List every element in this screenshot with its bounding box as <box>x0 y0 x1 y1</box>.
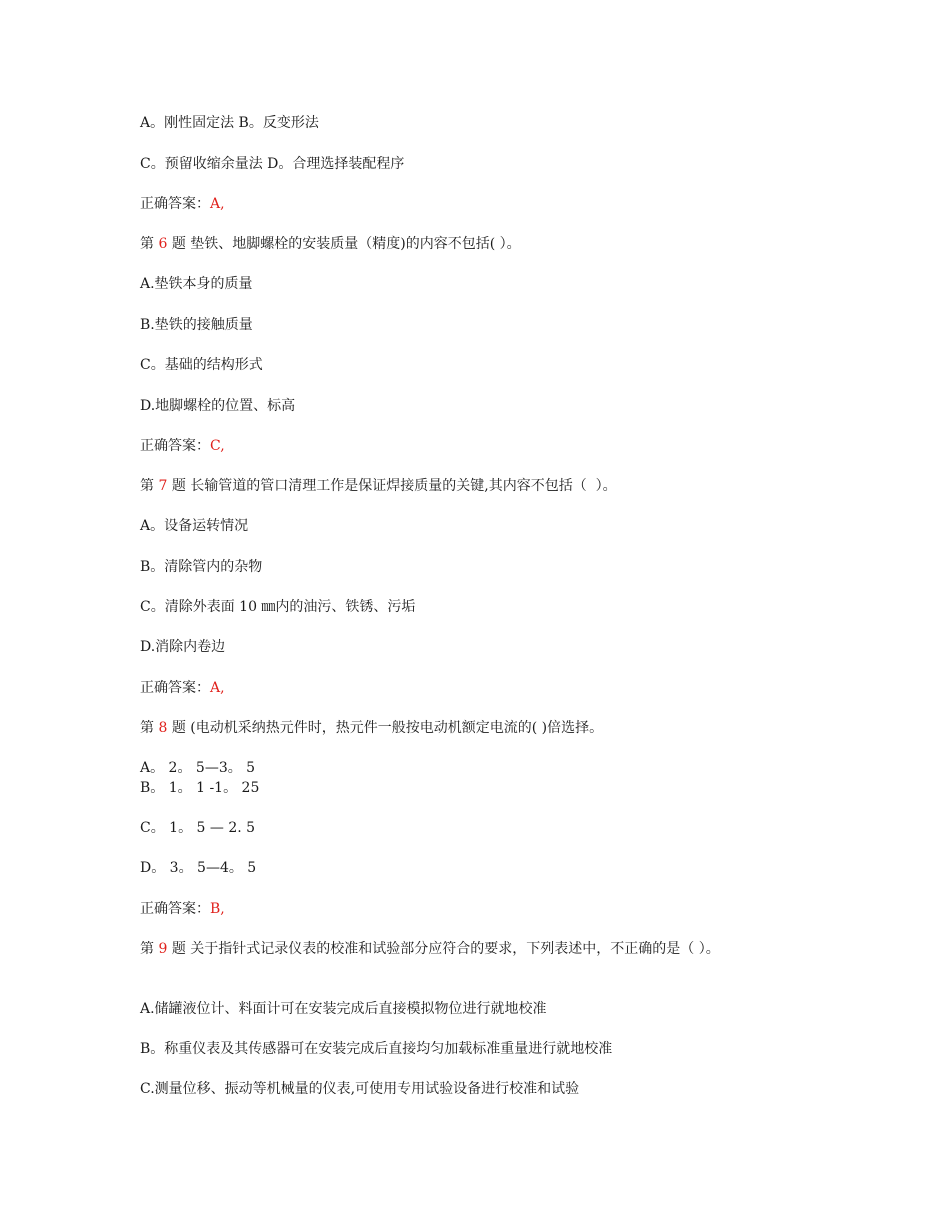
q7-option-d: D.消除内卷边 <box>140 639 226 655</box>
q9-option-b: B。称重仪表及其传感器可在安装完成后直接均匀加载标准重量进行就地校准 <box>140 1041 613 1057</box>
answer-label: 正确答案： <box>140 438 210 454</box>
q7-option-b: B。清除管内的杂物 <box>140 559 263 575</box>
q6-option-b: B.垫铁的接触质量 <box>140 317 253 333</box>
q6-option-c: C。基础的结构形式 <box>140 357 263 373</box>
question-suffix: 题 <box>167 941 191 957</box>
q6-option-a: A.垫铁本身的质量 <box>140 276 253 292</box>
q8-option-c: C。 1。 5 — 2. 5 <box>140 820 256 836</box>
question-stem: 关于指针式记录仪表的校准和试验部分应符合的要求，下列表述中，不正确的是（ ）。 <box>190 941 720 957</box>
question-suffix: 题 <box>167 478 191 494</box>
q8-option-a: A。 2。 5—3。 5 <box>140 760 256 776</box>
answer-label: 正确答案： <box>140 901 210 917</box>
q7-option-a: A。设备运转情况 <box>140 518 249 534</box>
q9-heading <box>140 939 800 959</box>
answer-value: B, <box>210 901 225 917</box>
question-prefix: 第 <box>140 941 159 957</box>
q9-option-c: C.测量位移、振动等机械量的仪表,可使用专用试验设备进行校准和试验 <box>140 1081 580 1097</box>
question-prefix: 第 <box>140 236 159 252</box>
answer-label: 正确答案： <box>140 196 210 212</box>
q8-option-d: D。 3。 5—4。 5 <box>140 860 257 876</box>
question-number: 8 <box>158 720 168 736</box>
question-suffix: 题 <box>167 236 191 252</box>
q7-heading <box>140 476 617 496</box>
question-suffix: 题 <box>167 720 191 736</box>
question-stem: (电动机采纳热元件时，热元件一般按电动机额定电流的( )倍选择。 <box>190 720 604 736</box>
q5-answer <box>140 194 225 214</box>
q9-option-a: A.储罐液位计、料面计可在安装完成后直接模拟物位进行就地校准 <box>140 1001 547 1017</box>
q8-option-b: B。 1。 1 -1。 25 <box>140 780 260 796</box>
q6-heading <box>140 234 521 254</box>
question-prefix: 第 <box>140 720 159 736</box>
answer-value: A, <box>210 680 225 696</box>
q6-answer <box>140 436 225 456</box>
question-stem: 垫铁、地脚螺栓的安装质量（精度)的内容不包括( ）。 <box>190 236 521 252</box>
answer-label: 正确答案： <box>140 680 210 696</box>
q5-option-cd: C。预留收缩余量法 D。合理选择装配程序 <box>140 156 405 172</box>
question-number: 7 <box>158 478 168 494</box>
answer-value: A, <box>210 196 225 212</box>
answer-value: C, <box>210 438 225 454</box>
question-number: 6 <box>158 236 168 252</box>
question-number: 9 <box>158 941 168 957</box>
q7-answer <box>140 678 225 698</box>
question-stem: 长输管道的管口清理工作是保证焊接质量的关键,其内容不包括（ ）。 <box>190 478 617 494</box>
q8-answer <box>140 899 225 919</box>
q6-option-d: D.地脚螺栓的位置、标高 <box>140 398 296 414</box>
q8-heading <box>140 718 603 738</box>
question-prefix: 第 <box>140 478 159 494</box>
q7-option-c: C。清除外表面 10 ㎜内的油污、铁锈、污垢 <box>140 599 416 615</box>
q5-option-ab: A。刚性固定法 B。反变形法 <box>140 115 319 131</box>
